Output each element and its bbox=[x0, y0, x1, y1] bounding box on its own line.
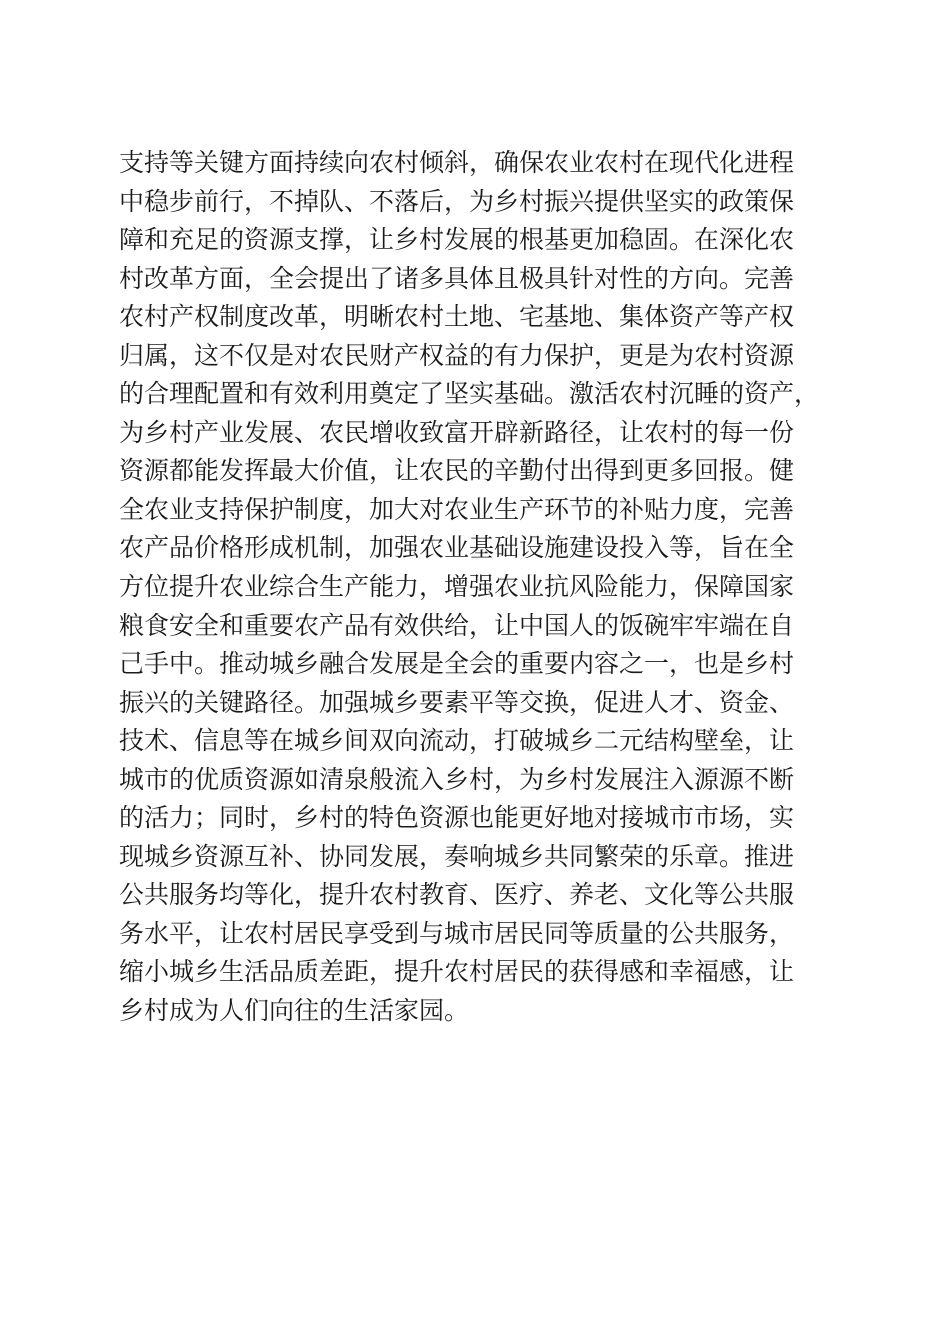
text-line: 村改革方面，全会提出了诸多具体且极具针对性的方向。完善 bbox=[119, 263, 795, 293]
text-line: 技术、信息等在城乡间双向流动，打破城乡二元结构壁垒，让 bbox=[119, 726, 795, 756]
text-line: 为乡村产业发展、农民增收致富开辟新路径，让农村的每一份 bbox=[119, 417, 795, 447]
text-line: 城市的优质资源如清泉般流入乡村，为乡村发展注入源源不断 bbox=[119, 764, 795, 794]
text-line: 支持等关键方面持续向农村倾斜，确保农业农村在现代化进程 bbox=[119, 148, 795, 177]
text-line: 农村产权制度改革，明晰农村土地、宅基地、集体资产等产权 bbox=[119, 302, 795, 332]
text-line: 乡村成为人们向往的生活家园。 bbox=[119, 996, 470, 1026]
text-line: 务水平，让农村居民享受到与城市居民同等质量的公共服务， bbox=[119, 918, 795, 948]
text-line: 归属，这不仅是对农民财产权益的有力保护，更是为农村资源 bbox=[119, 340, 795, 370]
body-paragraph bbox=[119, 144, 839, 1031]
text-line: 现城乡资源互补、协同发展，奏响城乡共同繁荣的乐章。推进 bbox=[119, 841, 795, 871]
text-line: 己手中。推动城乡融合发展是全会的重要内容之一，也是乡村 bbox=[119, 649, 795, 679]
text-line: 农产品价格形成机制，加强农业基础设施建设投入等，旨在全 bbox=[119, 533, 795, 563]
text-line: 公共服务均等化，提升农村教育、医疗、养老、文化等公共服 bbox=[119, 880, 795, 910]
text-line: 障和充足的资源支撑，让乡村发展的根基更加稳固。在深化农 bbox=[119, 225, 795, 255]
text-line: 缩小城乡生活品质差距，提升农村居民的获得感和幸福感，让 bbox=[119, 957, 795, 987]
text-line: 方位提升农业综合生产能力，增强农业抗风险能力，保障国家 bbox=[119, 572, 795, 602]
text-line: 中稳步前行，不掉队、不落后，为乡村振兴提供坚实的政策保 bbox=[119, 186, 795, 216]
text-line: 的活力；同时，乡村的特色资源也能更好地对接城市市场，实 bbox=[119, 803, 795, 833]
text-line: 全农业支持保护制度，加大对农业生产环节的补贴力度，完善 bbox=[119, 494, 795, 524]
text-line: 振兴的关键路径。加强城乡要素平等交换，促进人才、资金、 bbox=[119, 687, 795, 717]
text-line: 粮食安全和重要农产品有效供给，让中国人的饭碗牢牢端在自 bbox=[119, 610, 795, 640]
text-line: 的合理配置和有效利用奠定了坚实基础。激活农村沉睡的资产， bbox=[119, 379, 820, 409]
text-line: 资源都能发挥最大价值，让农民的辛勤付出得到更多回报。健 bbox=[119, 456, 795, 486]
